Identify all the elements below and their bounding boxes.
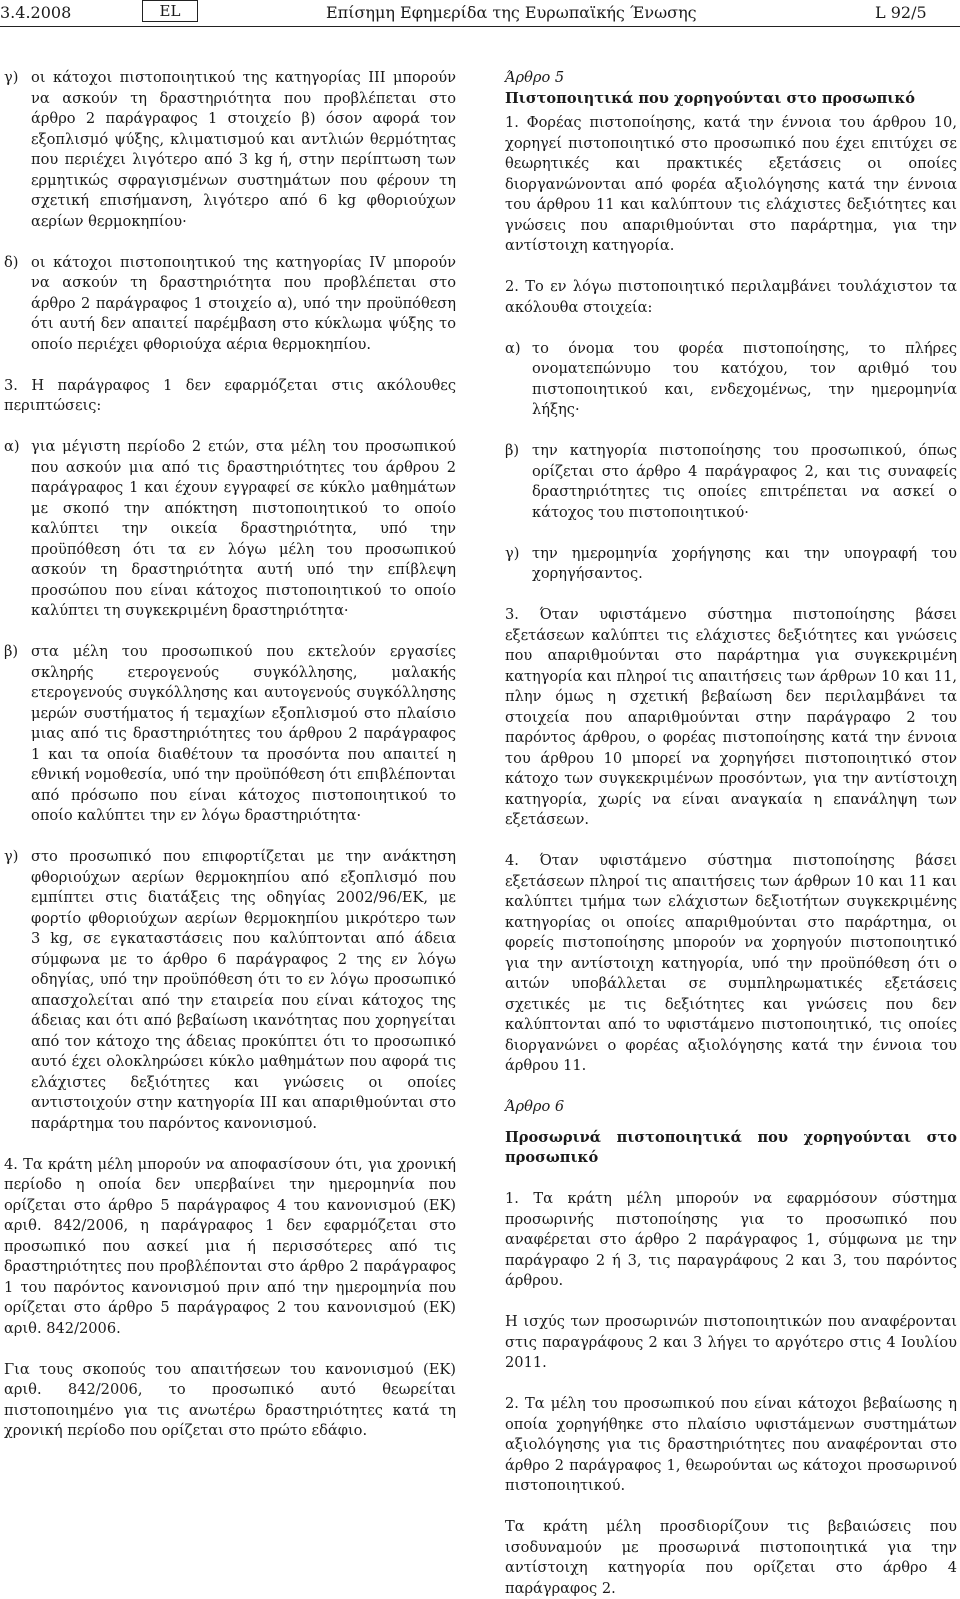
article-number: Άρθρο 5 xyxy=(505,69,565,86)
header-page-number: L 92/5 xyxy=(875,3,927,22)
list-item-label: β) xyxy=(4,643,19,660)
paragraph: 3. Η παράγραφος 1 δεν εφαρμόζεται στις ακόλουθες περιπτώσεις: xyxy=(4,376,456,414)
article-title: Πιστοποιητικά που χορηγούνται στο προσωπικό xyxy=(505,89,916,107)
paragraph: 4. Τα κράτη μέλη μπορούν να αποφασίσουν ότι, για χρονική περίοδο η οποία δεν υπερβαίνει την ημερομηνία που ορίζεται στο άρθρο 5 παράγραφος 4 του κανονισμού (ΕΚ) αριθ. 842/2006, η παράγραφος 1 δεν εφαρμόζεται στο προσωπικό που ασκεί μια ή περισσότερες από τις δραστηριότητες που προβλέπονται στο άρθρο 2 παράγραφος 1 του παρόντος κανονισμού πριν από την ημερομηνία που ορίζεται στο άρθρο 5 παράγραφος 2 του κανονισμού (ΕΚ) αριθ. 842/2006. xyxy=(4,1155,456,1337)
article-title: Προσωρινά πιστοποιητικά που χορηγούνται στο προσωπικό xyxy=(505,1128,957,1166)
list-item-label: γ) xyxy=(4,848,19,865)
list-item xyxy=(505,339,957,421)
left-column xyxy=(4,68,456,1442)
list-item xyxy=(4,253,456,356)
list-item-label: γ) xyxy=(4,69,19,86)
paragraph: 3. Όταν υφιστάμενο σύστημα πιστοποίησης βάσει εξετάσεων καλύπτει τις ελάχιστες δεξιότητες και γνώσεις που απαριθμούνται στο παράρτημα για συγκεκριμένη κατηγορία και πληροί τις απαιτήσεις των άρθρων 10 και 11, πλην όμως η σχετική βεβαίωση δεν περιλαμβάνει τα στοιχεία που απαριθμούνται στην παράγραφο 2 του παρόντος άρθρου, ο φορέας πιστοποίησης κατά την έννοια του άρθρου 10 μπορεί να χορηγήσει πιστοποιητικό στον κάτοχο των συγκεκριμένων προσόντων, για την αντίστοιχη κατηγορία, χωρίς να είναι αναγκαία η επανάληψη των εξετάσεων. xyxy=(505,606,957,828)
list-item-text: στο προσωπικό που επιφορτίζεται με την ανάκτηση φθοριούχων αερίων θερμοκηπίου από εξοπλισμό που εμπίπτει στις διατάξεις της οδηγίας 2002/96/ΕΚ, με φορτίο φθοριούχων αερίων θερμοκηπίου μικρότερο των 3 kg, σε εγκαταστάσεις που καλύπτονται από άδεια σύμφωνα με το άρθρο 6 παράγραφος 2 της εν λόγω οδηγίας, υπό την προϋπόθεση ότι το εν λόγω προσωπικό απασχολείται από την εταιρεία που είναι κάτοχος της άδειας και ότι από βεβαίωση ικανότητας που χορηγείται από τον κάτοχο της άδειας προκύπτει ότι το προσωπικό αυτό έχει ολοκληρώσει κύκλο μαθημάτων που αφορά τις ελάχιστες δεξιότητες και γνώσεις οι οποίες αντιστοιχούν στην κατηγορία III και απαριθμούνται στο παράρτημα του παρόντος κανονισμού. xyxy=(31,848,456,1132)
paragraph: 1. Φορέας πιστοποίησης, κατά την έννοια του άρθρου 10, χορηγεί πιστοποιητικό στο προσωπικό που έχει επιτύχει σε θεωρητικές και πρακτικές εξετάσεις οι οποίες διοργανώνονται από φορέα αξιολόγησης κατά την έννοια του άρθρου 11 και καλύπτουν τις ελάχιστες δεξιότητες και γνώσεις που απαριθμούνται στο παράρτημα, για την αντίστοιχη κατηγορία. xyxy=(505,114,957,254)
list-item-text: για μέγιστη περίοδο 2 ετών, στα μέλη του προσωπικού που ασκούν μια από τις δραστηριότητες του άρθρου 2 παράγραφος 1 και έχουν εγγραφεί σε κύκλο μαθημάτων με σκοπό την απόκτηση πιστοποιητικού το οποίο καλύπτει την οικεία δραστηριότητα, υπό την προϋπόθεση ότι τα εν λόγω μέλη του προσωπικού ασκούν τη δραστηριότητα αυτή υπό την επίβλεψη προσώπου που είναι κάτοχος πιστοποιητικού το οποίο καλύπτει τη συγκεκριμένη δραστηριότητα· xyxy=(31,438,456,619)
header-date: 3.4.2008 xyxy=(0,3,72,22)
list-item xyxy=(4,642,456,827)
list-item xyxy=(4,68,456,232)
article-number: Άρθρο 6 xyxy=(505,1098,565,1115)
paragraph: 2. Το εν λόγω πιστοποιητικό περιλαμβάνει τουλάχιστον τα ακόλουθα στοιχεία: xyxy=(505,278,957,316)
page-header xyxy=(0,0,960,27)
list-item xyxy=(4,437,456,622)
header-title: Επίσημη Εφημερίδα της Ευρωπαϊκής Ένωσης xyxy=(326,3,697,22)
paragraph: 2. Τα μέλη του προσωπικού που είναι κάτοχοι βεβαίωσης η οποία χορηγήθηκε στο πλαίσιο υφιστάμενων συστημάτων αξιολόγησης για τις δραστηριότητες που αναφέρονται στο άρθρο 2 παράγραφος 1, θεωρούνται ως κάτοχοι προσωρινού πιστοποιητικού. xyxy=(505,1395,957,1494)
paragraph: Για τους σκοπούς του απαιτήσεων του κανονισμού (ΕΚ) αριθ. 842/2006, το προσωπικό αυτό θεωρείται πιστοποιημένο για τις ανωτέρω δραστηριότητες κατά τη χρονική περίοδο που ορίζεται στο πρώτο εδάφιο. xyxy=(4,1360,456,1439)
header-language-box: EL xyxy=(142,0,198,22)
list-item-label: δ) xyxy=(4,253,19,271)
list-item xyxy=(505,544,957,585)
list-item-text: την κατηγορία πιστοποίησης του προσωπικού, όπως ορίζεται στο άρθρο 4 παράγραφος 2, και τις συναφείς δραστηριότητες τις οποίες επιτρέπεται να ασκεί ο κάτοχος του πιστοποιητικού· xyxy=(532,442,957,521)
list-item-label: α) xyxy=(505,339,521,357)
list-item-text: στα μέλη του προσωπικού που εκτελούν εργασίες σκληρής ετερογενούς συγκόλλησης, μαλακής ετερογενούς συγκόλλησης και αυτογενούς συγκόλλησης μερών συστήματος ή τεμαχίων εξοπλισμού στο πλαίσιο μιας από τις δραστηριότητες του άρθρου 2 παράγραφος 1 και τα οποία διαθέτουν τα προσόντα που απαιτεί η εθνική νομοθεσία, υπό την προϋπόθεση ότι επιβλέπονται από πρόσωπο που είναι κάτοχος πιστοποιητικού το οποίο καλύπτει την εν λόγω δραστηριότητα· xyxy=(31,643,456,824)
paragraph: 4. Όταν υφιστάμενο σύστημα πιστοποίησης βάσει εξετάσεων πληροί τις απαιτήσεις των άρθρων 10 και 11 και καλύπτει τμήμα των ελάχιστων δεξιοτήτων συγκεκριμένης κατηγορίας οι οποίες απαριθμούνται στο παράρτημα, οι φορείς πιστοποίησης μπορούν να χορηγούν πιστοποιητικό για την αντίστοιχη κατηγορία, υπό την προϋπόθεση ότι ο αιτών υποβάλλεται σε συμπληρωματικές εξετάσεις σχετικές με τις δεξιότητες και γνώσεις που δεν καλύπτονται από το υφιστάμενο πιστοποιητικό, τις οποίες διοργανώνει ο φορέας αξιολόγησης κατά την έννοια του άρθρου 11. xyxy=(505,852,957,1074)
list-item xyxy=(4,847,456,1134)
paragraph: 1. Τα κράτη μέλη μπορούν να εφαρμόσουν σύστημα προσωρινής πιστοποίησης για το προσωπικό που αναφέρεται στο άρθρο 2 παράγραφος 1, σύμφωνα με την παράγραφο 2 ή 3, τις παραγράφους 2 και 3, του παρόντος άρθρου. xyxy=(505,1190,957,1289)
list-item-label: β) xyxy=(505,442,520,459)
paragraph: Η ισχύς των προσωρινών πιστοποιητικών που αναφέρονται στις παραγράφους 2 και 3 λήγει το αργότερο στις 4 Ιουλίου 2011. xyxy=(505,1313,957,1371)
list-item-label: α) xyxy=(4,438,20,455)
right-column xyxy=(505,68,957,1599)
list-item-text: οι κάτοχοι πιστοποιητικού της κατηγορίας IV μπορούν να ασκούν τη δραστηριότητα που προβλέπεται στο άρθρο 2 παράγραφος 1 στοιχείο α), υπό την προϋπόθεση ότι αυτή δεν απαιτεί παρέμβαση στο κύκλωμα ψύξης το οποίο περιέχει φθοριούχα αέρια θερμοκηπίου. xyxy=(31,253,456,353)
paragraph: Τα κράτη μέλη προσδιορίζουν τις βεβαιώσεις που ισοδυναμούν με προσωρινά πιστοποιητικά για την αντίστοιχη κατηγορία που ορίζεται στο άρθρο 4 παράγραφος 2. xyxy=(505,1518,957,1597)
list-item xyxy=(505,441,957,523)
list-item-text: το όνομα του φορέα πιστοποίησης, το πλήρες ονοματεπώνυμο του κατόχου, τον αριθμό του πιστοποιητικού και, ενδεχομένως, την ημερομηνία λήξης· xyxy=(532,339,957,418)
list-item-text: οι κάτοχοι πιστοποιητικού της κατηγορίας III μπορούν να ασκούν τη δραστηριότητα που προβλέπεται στο άρθρο 2 παράγραφος 1 στοιχείο β) όσον αφορά τον εξοπλισμό ψύξης, κλιματισμού και αντλιών θερμότητας που περιέχει λιγότερο από 3 kg ή, στην περίπτωση των ερμητικώς σφραγισμένων συστημάτων που φέρουν τη σχετική επισήμανση, λιγότερο από 6 kg φθοριούχων αερίων θερμοκηπίου· xyxy=(31,69,456,230)
list-item-text: την ημερομηνία χορήγησης και την υπογραφή του χορηγήσαντος. xyxy=(532,544,957,582)
list-item-label: γ) xyxy=(505,544,520,562)
